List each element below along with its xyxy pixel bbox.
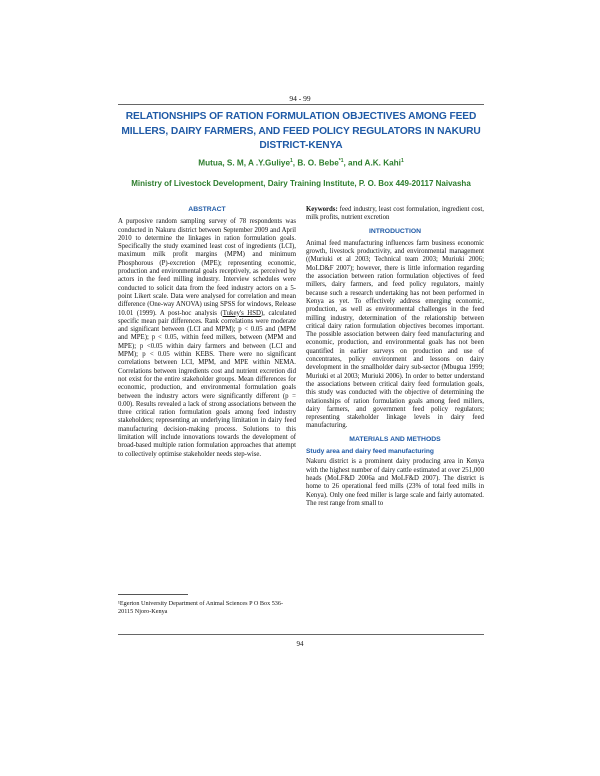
paper-title: RELATIONSHIPS OF RATION FORMULATION OBJECTIVES AMONG FEED MILLERS, DAIRY FARMERS, AND FEED POLICY REGULATORS IN NAKURU DISTRICT-KENYA (121, 111, 481, 151)
author-3-affil: 1 (400, 158, 404, 164)
abstract-text (118, 218, 296, 459)
affiliation: Ministry of Livestock Development, Dairy Training Institute, P. O. Box 449-20117 Naivasha (131, 179, 471, 188)
introduction-text: Animal feed manufacturing influences farm business economic growth, livestock productivity, and environmental management ((Muriuki et al 2003; Technical team 2003; Muriuki 2006; MoLD&F 2007); however, there is little information regarding the association between ration formulation objectives of feed millers, dairy farmers, and feed policy regulators, mainly because such a research undertaking has not been performed in Kenya as yet. To effectively address emerging economic, production, as well as environmental challenges in the feed milling industry, determination of the relationship between critical dairy ration formulation objectives becomes important. The possible association between dairy feed manufacturing and economic, production, and environmental goals has not been quantified in earlier surveys on production and use of concentrates, policy environment and lessons on dairy development in the smallholder dairy sub-sector (Mbugua 1999; Muriuki et al 2003; Muriuki 2006). In order to better understand the associations between critical dairy feed formulation goals, this study was conducted with the objective of determining the relationships of ration formulation goals among feed millers, dairy farmers, and government feed policy regulators; representing stakeholder linkage levels in dairy feed manufacturing. (306, 239, 484, 430)
author-1: Mutua, S. M, A .Y.Guliye (198, 158, 291, 168)
tukey-hsd-link[interactable]: Tukey's HSD (222, 309, 261, 317)
methods-text: Nakuru district is a prominent dairy producing area in Kenya with the highest number of dairy cattle estimated at over 251,000 heads (MoLF&D 2006a and MoLF&D 2007). The district is home to 26 operational feed mills (23% of total feed mills in Kenya). Only one feed miller is large scale and fairly automated. The rest range from small to (306, 458, 484, 507)
methods-heading: MATERIALS AND METHODS (349, 435, 441, 443)
author-2: , B. O. Bebe (292, 158, 339, 168)
introduction-heading: INTRODUCTION (368, 227, 422, 235)
keywords (306, 206, 484, 223)
keywords-text: feed industry, least cost formulation, ingredient cost, milk profits, nutrient excretion (306, 206, 484, 222)
abstract-text-part-1: A purposive random sampling survey of 78 respondents was conducted in Nakuru district between September 2009 and April 2010 to determine the linkages in ration formulation goals. Specifically the study examined least cost of ingredients (LCI), maximum milk profit margins (MPM) and minimum Phosphorous (P)-excretion (MPE); representing economic, production and environmental goals receptively, as perceived by actors in the feed milling industry. Interview schedules were conducted to solicit data from the feed industry actors on a 5-point Likert scale. Data were analysed for correlation and mean difference (One-way ANOVA) using SPSS for windows, Release 10.01 (1999). A post-hoc analysis ( (118, 218, 296, 317)
page-number: 94 (296, 640, 304, 648)
author-list (118, 158, 484, 168)
footnote-rule (118, 594, 188, 595)
study-area-subheading: Study area and dairy feed manufacturing (306, 448, 434, 456)
left-column (118, 206, 296, 459)
abstract-text-part-2: ), calculated specific mean pair differences. Rank correlations were moderate and significant between (LCI and MPM); p < 0.05 and (MPM and MPE); p < 0.05, within feed millers, between (MPM and MPE); p <0.05 within dairy farmers and between (LCI and MPM); p < 0.05 within KEBS. There were no significant correlations between LCI, MPM, and MPE within NEMA. Correlations between ingredients cost and nutrient excretion did not exist for the entire stakeholder groups. Mean differences for economic, production, and environmental formulation goals between the industry actors were significantly different (p = 0.00). Results revealed a lack of strong associations between the three critical ration formulation goals among feed industry stakeholders; representing an underlying limitation in dairy feed manufacturing decision-making process. Solutions to this limitation will include innovations towards the development of broad-based multiple ration formulation approaches that attempt to collectively optimise stakeholder needs step-wise. (118, 309, 296, 458)
keywords-label: Keywords: (306, 206, 338, 213)
page-range: 94 - 99 (289, 94, 311, 103)
author-2-affil: *1 (338, 158, 344, 164)
footer-rule (118, 634, 484, 635)
author-1-affil: 1 (290, 158, 293, 164)
author-3: , and A.K. Kahi (343, 158, 401, 168)
footnote: ¹Egerton University Department of Animal Sciences P O Box 536-20115 Njoro-Kenya (118, 600, 284, 615)
abstract-heading: ABSTRACT (188, 206, 226, 213)
right-column (306, 206, 484, 508)
header-rule (118, 104, 484, 105)
